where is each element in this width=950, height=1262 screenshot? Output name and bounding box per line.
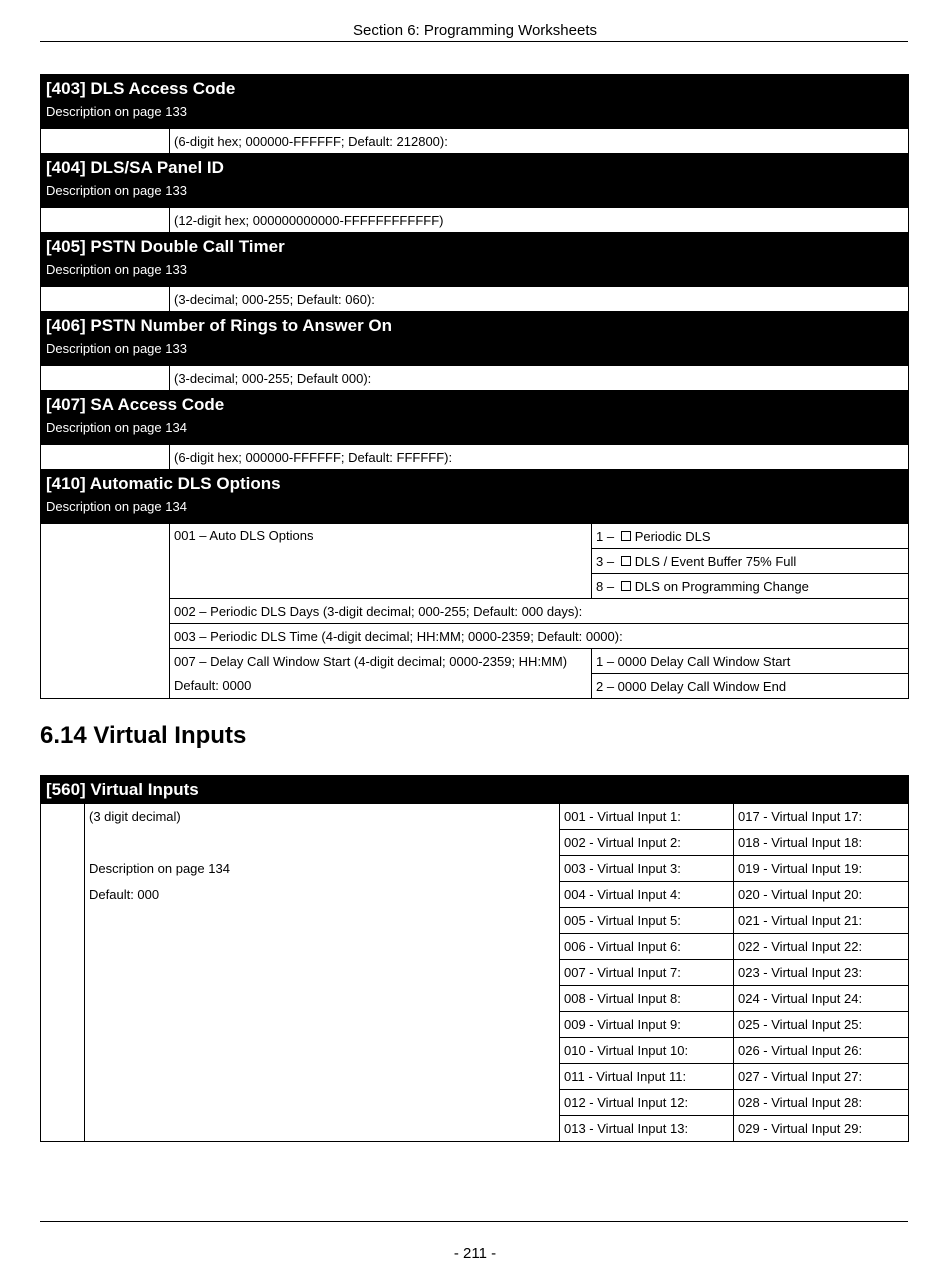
option-003-label: 003 – Periodic DLS Time (4-digit decimal; HH:MM; 0000-2359; Default: 0000): bbox=[170, 624, 909, 649]
section-title: [405] PSTN Double Call Timer bbox=[41, 233, 909, 262]
entry-field: (6-digit hex; 000000-FFFFFF; Default: FFFFFF): bbox=[170, 445, 909, 470]
entry-blank-cell[interactable] bbox=[41, 445, 170, 470]
toggle-label: Periodic DLS bbox=[634, 528, 711, 544]
section-description: Description on page 133 bbox=[41, 341, 909, 366]
option-row bbox=[41, 524, 909, 549]
virtual-input-cell[interactable]: 026 - Virtual Input 26: bbox=[734, 1038, 909, 1064]
info-text: Default: 000 bbox=[85, 882, 560, 908]
option-row bbox=[41, 599, 909, 624]
option-toggle[interactable] bbox=[592, 549, 909, 574]
page-number: - 211 - bbox=[453, 1245, 497, 1262]
option-toggle[interactable] bbox=[592, 574, 909, 599]
virtual-input-cell[interactable]: 004 - Virtual Input 4: bbox=[560, 882, 734, 908]
info-blank bbox=[85, 1012, 560, 1038]
section-title-row bbox=[41, 154, 909, 183]
virtual-input-row bbox=[41, 960, 909, 986]
section-title-row bbox=[41, 233, 909, 262]
section-title-row bbox=[41, 75, 909, 104]
virtual-input-row bbox=[41, 1064, 909, 1090]
info-blank bbox=[85, 934, 560, 960]
entry-blank-cell[interactable] bbox=[41, 804, 85, 1142]
section-title: [403] DLS Access Code bbox=[41, 75, 909, 104]
virtual-input-row bbox=[41, 908, 909, 934]
info-text: Description on page 134 bbox=[85, 856, 560, 882]
virtual-input-row bbox=[41, 1116, 909, 1142]
option-007-default: Default: 0000 bbox=[170, 674, 592, 699]
virtual-input-cell[interactable]: 018 - Virtual Input 18: bbox=[734, 830, 909, 856]
entry-blank-cell[interactable] bbox=[41, 366, 170, 391]
virtual-input-row bbox=[41, 804, 909, 830]
entry-row bbox=[41, 287, 909, 312]
section-desc-row bbox=[41, 104, 909, 129]
entry-row bbox=[41, 445, 909, 470]
virtual-input-cell[interactable]: 006 - Virtual Input 6: bbox=[560, 934, 734, 960]
toggle-label: DLS on Programming Change bbox=[634, 578, 809, 594]
virtual-input-cell[interactable]: 019 - Virtual Input 19: bbox=[734, 856, 909, 882]
section-desc-row bbox=[41, 420, 909, 445]
virtual-inputs-table bbox=[40, 775, 909, 1142]
info-blank bbox=[85, 1116, 560, 1142]
section-desc-row bbox=[41, 341, 909, 366]
virtual-input-cell[interactable]: 003 - Virtual Input 3: bbox=[560, 856, 734, 882]
virtual-input-cell[interactable]: 012 - Virtual Input 12: bbox=[560, 1090, 734, 1116]
option-007-item: 2 – 0000 Delay Call Window End bbox=[592, 674, 909, 699]
option-row bbox=[41, 674, 909, 699]
section-title: [406] PSTN Number of Rings to Answer On bbox=[41, 312, 909, 341]
section-description: Description on page 133 bbox=[41, 104, 909, 129]
entry-blank-cell[interactable] bbox=[41, 208, 170, 233]
virtual-input-cell[interactable]: 024 - Virtual Input 24: bbox=[734, 986, 909, 1012]
page-header: Section 6: Programming Worksheets bbox=[353, 22, 597, 39]
virtual-input-cell[interactable]: 028 - Virtual Input 28: bbox=[734, 1090, 909, 1116]
section-description: Description on page 133 bbox=[41, 262, 909, 287]
virtual-input-cell[interactable]: 002 - Virtual Input 2: bbox=[560, 830, 734, 856]
virtual-input-cell[interactable]: 025 - Virtual Input 25: bbox=[734, 1012, 909, 1038]
checkbox-icon[interactable] bbox=[621, 531, 631, 541]
info-blank bbox=[85, 1090, 560, 1116]
section-title-row bbox=[41, 470, 909, 499]
virtual-input-row bbox=[41, 934, 909, 960]
dls-options-table bbox=[40, 74, 909, 699]
virtual-input-cell[interactable]: 007 - Virtual Input 7: bbox=[560, 960, 734, 986]
virtual-input-cell[interactable]: 005 - Virtual Input 5: bbox=[560, 908, 734, 934]
virtual-input-cell[interactable]: 011 - Virtual Input 11: bbox=[560, 1064, 734, 1090]
entry-row bbox=[41, 366, 909, 391]
toggle-number: 1 – bbox=[596, 528, 618, 544]
virtual-input-row bbox=[41, 1038, 909, 1064]
virtual-input-cell[interactable]: 027 - Virtual Input 27: bbox=[734, 1064, 909, 1090]
option-row bbox=[41, 624, 909, 649]
entry-field: (12-digit hex; 000000000000-FFFFFFFFFFFF) bbox=[170, 208, 909, 233]
entry-field: (3-decimal; 000-255; Default: 060): bbox=[170, 287, 909, 312]
virtual-input-row bbox=[41, 986, 909, 1012]
entry-field: (3-decimal; 000-255; Default 000): bbox=[170, 366, 909, 391]
virtual-input-cell[interactable]: 010 - Virtual Input 10: bbox=[560, 1038, 734, 1064]
header-rule bbox=[40, 41, 908, 42]
info-blank bbox=[85, 1038, 560, 1064]
checkbox-icon[interactable] bbox=[621, 556, 631, 566]
toggle-label: DLS / Event Buffer 75% Full bbox=[634, 553, 797, 569]
info-blank bbox=[85, 960, 560, 986]
virtual-input-cell[interactable]: 013 - Virtual Input 13: bbox=[560, 1116, 734, 1142]
section-description: Description on page 134 bbox=[41, 420, 909, 445]
checkbox-icon[interactable] bbox=[621, 581, 631, 591]
section-heading: 6.14 Virtual Inputs bbox=[40, 722, 247, 749]
option-007-label: 007 – Delay Call Window Start (4-digit decimal; 0000-2359; HH:MM) bbox=[170, 649, 592, 674]
option-002-label: 002 – Periodic DLS Days (3-digit decimal; 000-255; Default: 000 days): bbox=[170, 599, 909, 624]
virtual-input-cell[interactable]: 001 - Virtual Input 1: bbox=[560, 804, 734, 830]
virtual-input-cell[interactable]: 020 - Virtual Input 20: bbox=[734, 882, 909, 908]
section-title: [410] Automatic DLS Options bbox=[41, 470, 909, 499]
entry-blank-cell[interactable] bbox=[41, 524, 170, 699]
section-desc-row bbox=[41, 499, 909, 524]
info-text: (3 digit decimal) bbox=[85, 804, 560, 830]
entry-blank-cell[interactable] bbox=[41, 287, 170, 312]
virtual-input-row bbox=[41, 1090, 909, 1116]
entry-row bbox=[41, 129, 909, 154]
section-desc-row bbox=[41, 262, 909, 287]
section-description: Description on page 134 bbox=[41, 499, 909, 524]
virtual-input-row bbox=[41, 882, 909, 908]
section-title: [560] Virtual Inputs bbox=[41, 776, 909, 804]
virtual-input-cell[interactable]: 009 - Virtual Input 9: bbox=[560, 1012, 734, 1038]
virtual-input-cell[interactable]: 017 - Virtual Input 17: bbox=[734, 804, 909, 830]
entry-field: (6-digit hex; 000000-FFFFFF; Default: 212800): bbox=[170, 129, 909, 154]
virtual-input-row bbox=[41, 1012, 909, 1038]
section-title-row bbox=[41, 312, 909, 341]
section-title-row bbox=[41, 391, 909, 420]
toggle-number: 3 – bbox=[596, 553, 618, 569]
virtual-input-cell[interactable]: 022 - Virtual Input 22: bbox=[734, 934, 909, 960]
info-blank bbox=[85, 986, 560, 1012]
virtual-input-row bbox=[41, 830, 909, 856]
entry-blank-cell[interactable] bbox=[41, 129, 170, 154]
virtual-input-cell[interactable]: 029 - Virtual Input 29: bbox=[734, 1116, 909, 1142]
option-row bbox=[41, 649, 909, 674]
info-blank bbox=[85, 1064, 560, 1090]
footer-rule bbox=[40, 1221, 908, 1222]
toggle-number: 8 – bbox=[596, 578, 618, 594]
virtual-input-cell[interactable]: 021 - Virtual Input 21: bbox=[734, 908, 909, 934]
info-blank bbox=[85, 830, 560, 856]
option-007-item: 1 – 0000 Delay Call Window Start bbox=[592, 649, 909, 674]
option-toggle[interactable] bbox=[592, 524, 909, 549]
section-title: [407] SA Access Code bbox=[41, 391, 909, 420]
virtual-input-cell[interactable]: 023 - Virtual Input 23: bbox=[734, 960, 909, 986]
section-title-row bbox=[41, 776, 909, 804]
option-001-label: 001 – Auto DLS Options bbox=[170, 524, 592, 599]
section-title: [404] DLS/SA Panel ID bbox=[41, 154, 909, 183]
info-blank bbox=[85, 908, 560, 934]
entry-row bbox=[41, 208, 909, 233]
virtual-input-row bbox=[41, 856, 909, 882]
virtual-input-cell[interactable]: 008 - Virtual Input 8: bbox=[560, 986, 734, 1012]
section-description: Description on page 133 bbox=[41, 183, 909, 208]
section-desc-row bbox=[41, 183, 909, 208]
